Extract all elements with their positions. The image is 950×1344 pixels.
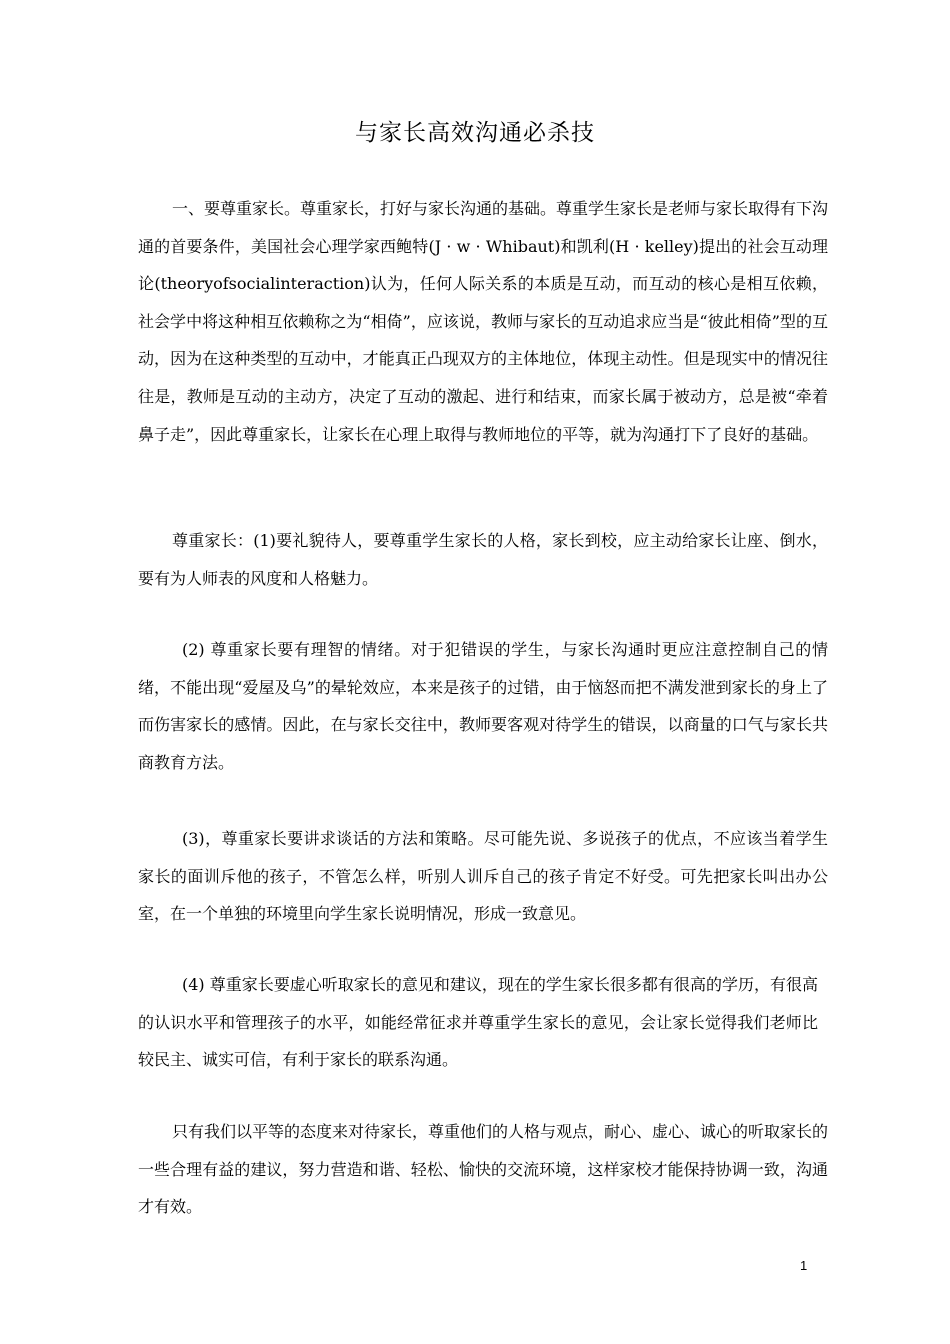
paragraph-respect-point-4: (4) 尊重家长要虚心听取家长的意见和建议，现在的学生家长很多都有很高的学历，有很高的认识水平和管理孩子的水平，如能经常征求并尊重学生家长的意见，会让家长觉得我们老师比较民主、诚实可信，有利于家长的联系沟通。 [138, 975, 818, 1070]
document-title: 与家长高效沟通必杀技 [355, 120, 595, 146]
paragraph-conclusion: 只有我们以平等的态度来对待家长，尊重他们的人格与观点，耐心、虚心、诚心的听取家长的一些合理有益的建议，努力营造和谐、轻松、愉快的交流环境，这样家校才能保持协调一致，沟通才有效。 [138, 1122, 829, 1217]
page-number: 1 [800, 1258, 808, 1273]
paragraph-respect-point-3: (3)，尊重家长要讲求谈话的方法和策略。尽可能先说、多说孩子的优点，不应该当着学生家长的面训斥他的孩子，不管怎么样，听别人训斥自己的孩子肯定不好受。可先把家长叫出办公室，在一个单独的环境里向学生家长说明情况，形成一致意见。 [138, 829, 828, 924]
paragraph-respect-parents-intro: 一、要尊重家长。尊重家长，打好与家长沟通的基础。尊重学生家长是老师与家长取得有下沟通的首要条件，美国社会心理学家西鲍特(J · w · Whibaut)和凯利(H · kelley)提出的社会互动理论(theoryofsocialinteraction)认为，任何人际关系的本质是互动，而互动的核心是相互依赖，社会学中将这种相互依赖称之为“相倚”，应该说，教师与家长的互动追求应当是“彼此相倚”型的互动，因为在这种类型的互动中，才能真正凸现双方的主体地位，体现主动性。但是现实中的情况往往是，教师是互动的主动方，决定了互动的激起、进行和结束，而家长属于被动方，总是被“牵着鼻子走”，因此尊重家长，让家长在心理上取得与教师地位的平等，就为沟通打下了良好的基础。 [138, 199, 829, 444]
paragraph-respect-point-1: 尊重家长：(1)要礼貌待人，要尊重学生家长的人格，家长到校，应主动给家长让座、倒水，要有为人师表的风度和人格魅力。 [138, 531, 828, 588]
paragraph-respect-point-2: (2) 尊重家长要有理智的情绪。对于犯错误的学生，与家长沟通时更应注意控制自己的情绪，不能出现“爱屋及乌”的晕轮效应，本来是孩子的过错，由于恼怒而把不满发泄到家长的身上了而伤害家长的感情。因此，在与家长交往中，教师要客观对待学生的错误，以商量的口气与家长共商教育方法。 [138, 640, 828, 772]
